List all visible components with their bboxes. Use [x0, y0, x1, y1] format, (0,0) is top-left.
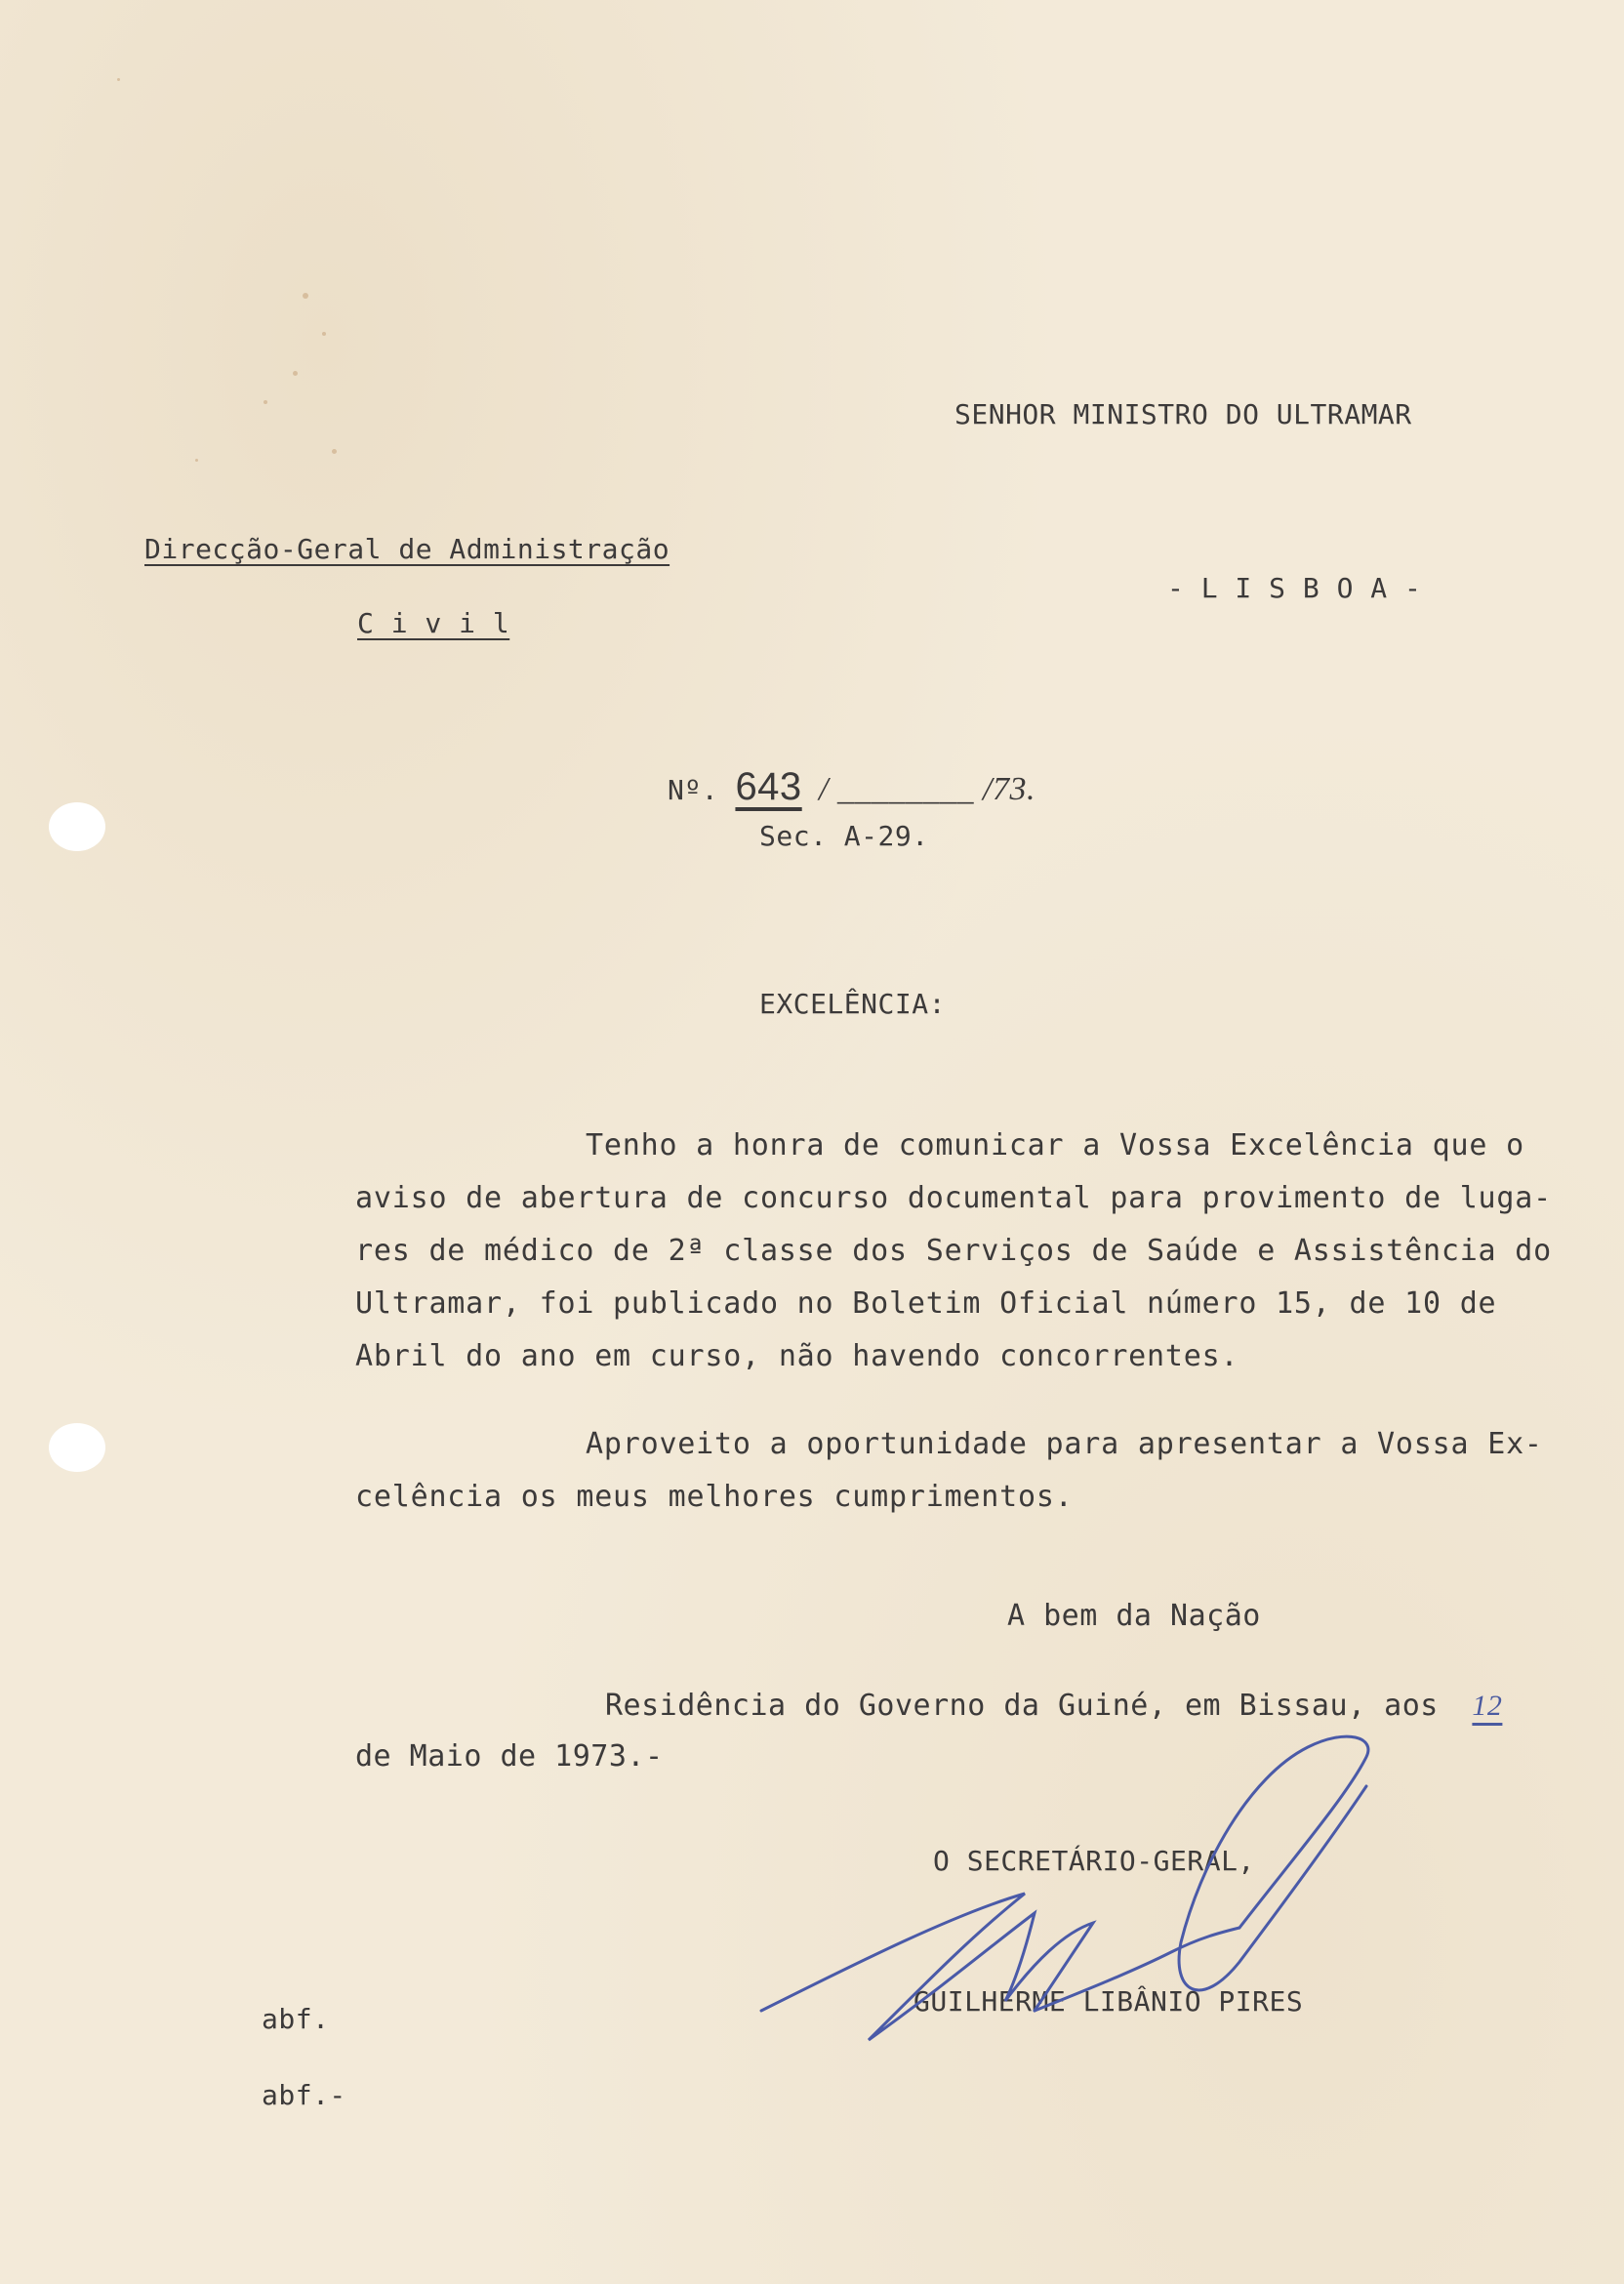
place-date-day: 12 — [1472, 1690, 1503, 1722]
paragraph-2-line: Aproveito a oportunidade para apresentar a Vossa Ex- — [586, 1427, 1543, 1461]
stain-spot — [117, 78, 120, 81]
stain-spot — [293, 371, 298, 376]
department-line-2: C i v i l — [357, 607, 510, 639]
handwritten-signature — [742, 1718, 1405, 2128]
signer-name: GUILHERME LIBÂNIO PIRES — [914, 1985, 1304, 2018]
stain-spot — [195, 459, 198, 462]
reference-value: 643 — [735, 765, 802, 808]
addressee: SENHOR MINISTRO DO ULTRAMAR — [954, 398, 1412, 430]
department-line-1: Direcção-Geral de Administração — [144, 533, 670, 565]
reference-suffix: / ________ /73. — [819, 771, 1035, 807]
stain-spot — [264, 400, 267, 404]
salutation: EXCELÊNCIA: — [759, 988, 946, 1020]
stain-spot — [303, 293, 308, 299]
reference-number — [668, 765, 1035, 809]
typist-initials-1: abf. — [262, 2003, 330, 2035]
closing: A bem da Nação — [1007, 1599, 1261, 1633]
reference-prefix: Nº. — [668, 774, 719, 806]
paragraph-1-line: Abril do ano em curso, não havendo concorrentes. — [355, 1339, 1239, 1373]
section-code: Sec. A-29. — [759, 820, 929, 852]
signer-title: O SECRETÁRIO-GERAL, — [933, 1845, 1255, 1877]
stain-spot — [332, 449, 337, 454]
paragraph-1-line: Tenho a honra de comunicar a Vossa Excelência que o — [586, 1128, 1524, 1162]
stain-spot — [322, 332, 326, 336]
paragraph-1-line: Ultramar, foi publicado no Boletim Oficial número 15, de 10 de — [355, 1286, 1497, 1321]
paragraph-2-line: celência os meus melhores cumprimentos. — [355, 1480, 1074, 1514]
typist-initials-2: abf.- — [262, 2079, 346, 2111]
place-date-line-2: de Maio de 1973.- — [355, 1739, 664, 1774]
paragraph-1-line: aviso de abertura de concurso documental para provimento de luga- — [355, 1181, 1552, 1215]
punch-hole-bottom — [49, 1423, 105, 1472]
paragraph-1-line: res de médico de 2ª classe dos Serviços de Saúde e Assistência do — [355, 1234, 1552, 1268]
place-date-text: Residência do Governo da Guiné, em Bissau, aos — [605, 1689, 1439, 1723]
city: - L I S B O A - — [1167, 572, 1422, 604]
punch-hole-top — [49, 802, 105, 851]
